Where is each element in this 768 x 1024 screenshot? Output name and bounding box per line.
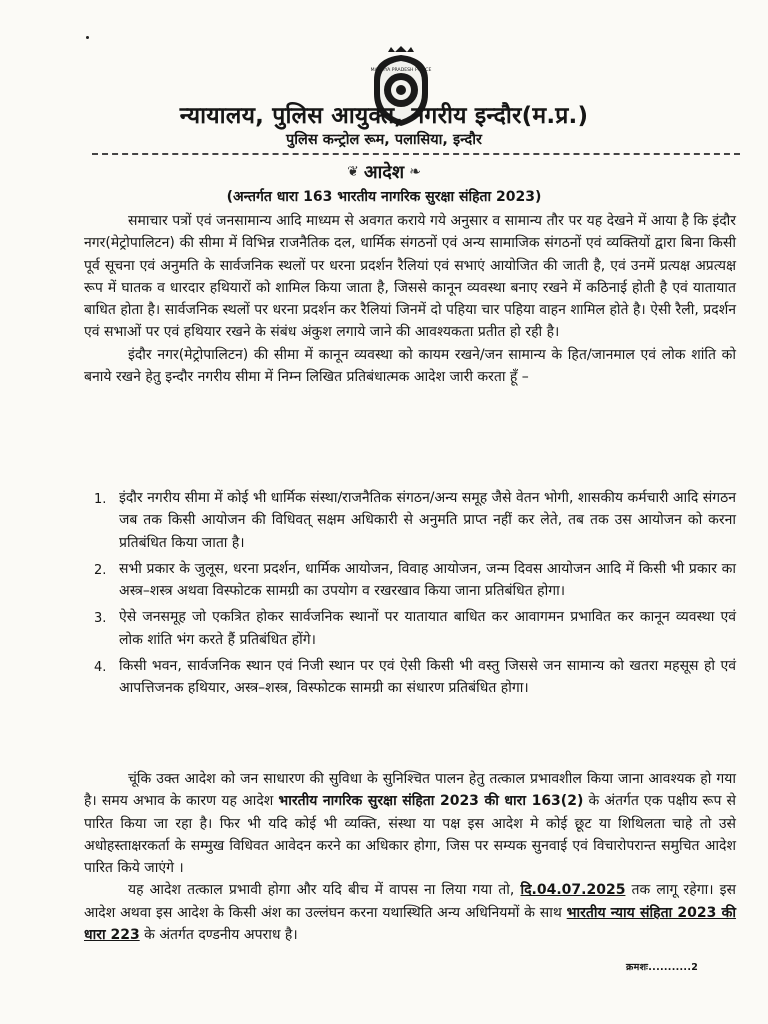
list-number: 2. [94, 562, 107, 578]
office-address: पुलिस कन्ट्रोल रूम, पलासिया, इन्दौर [286, 132, 482, 148]
penal-section: भारतीय न्याय संहिता 2023 की धारा 223 [84, 904, 737, 944]
continued-note: क्रमशः...........2 [626, 962, 699, 973]
list-item [94, 487, 736, 554]
speck [86, 36, 89, 39]
section-reference: भारतीय नागरिक सुरक्षा संहिता 2023 की धारा 163(2) [278, 793, 584, 810]
validity-date: दि.04.07.2025 [520, 882, 626, 899]
list-item [94, 606, 736, 651]
list-item [94, 558, 736, 603]
list-number: 1. [94, 492, 107, 507]
paragraph-1: समाचार पत्रों एवं जनसामान्य आदि माध्यम से अवगत कराये गये अनुसार व सामान्य तौर पर यह देखने में आया है कि इंदौर नगर(मेट्रोपालिटन) की सीमा में विभिन्न राजनैतिक दल, धार्मिक संगठनों एवं अन्य सामाजिक संगठनों एवं व्यक्तियों द्वारा बिना किसी पूर्व सूचना एवं अनुमति के सार्वजनिक स्थलों पर धरना प्रदर्शन रैलियां एवं सभाएं आयोजित की जाती है, एवं उनमें प्रत्यक्ष अप्रत्यक्ष रूप में घातक व धारदार हथियारों को शामिल किया जाता है, जिससे कानून व्यवस्था बनाए रखने में कठिनाई होती है एवं यातायात बाधित होता है। सार्वजनिक स्थलों पर धरना प्रदर्शन कर रैलियां जिनमें दो पहिया चार पहिया वाहन शामिल होते है। ऐसी रैली, प्रदर्शन एवं सभाओं पर एवं हथियार रखने के संबंध अंकुश लगाये जाने की आवश्यकता प्रतीत हो रही है। [84, 213, 736, 341]
list-text: ऐसे जनसमूह जो एकत्रित होकर सार्वजनिक स्थानों पर यातायात बाधित कर आवागमन प्रभावित कर कानून व्यवस्था एवं लोक शांति भंग करते हैं प्रतिबंधित होंगे। [119, 609, 736, 648]
list-number: 4. [94, 660, 107, 676]
closing-paragraphs [84, 768, 736, 946]
svg-text:MADHYA PRADESH POLICE: MADHYA PRADESH POLICE [370, 68, 432, 73]
order-title: आदेश [363, 162, 405, 183]
paragraph-4-text-end: के अंतर्गत दण्डनीय अपराध है। [139, 927, 298, 944]
list-text: इंदौर नगरीय सीमा में कोई भी धार्मिक संस्था/राजनैतिक संगठन/अन्य समूह जैसे वेतन भोगी, शासकीय कर्मचारी आदि संगठन जब तक किसी आयोजन की विधिवत् सक्षम अधिकारी से अनुमति प्राप्त नहीं कर लेते, तब तक उस आयोजन को करना प्रतिबंधित किया जाता है। [119, 490, 736, 551]
list-number: 3. [94, 611, 107, 627]
flourish-right-icon: ❧ [409, 164, 421, 180]
flourish-left-icon: ❦ [347, 164, 359, 180]
paragraph-3-text: चूंकि उक्त आदेश को जन साधारण की सुविधा के सुनिश्चित पालन हेतु तत्काल प्रभावशील किया जाना आवश्यक हो गया है। समय अभाव के कारण यह आदेश [84, 771, 736, 810]
order-heading [0, 160, 768, 184]
divider [92, 153, 740, 155]
paragraph-4 [84, 879, 736, 946]
paragraph-3 [84, 768, 736, 879]
paragraph-3-text-end: के अंतर्गत एक पक्षीय रूप से पारित किया जा रहा है। फिर भी यदि कोई भी व्यक्ति, संस्था या पक्ष इस आदेश मे कोई छूट या शिथिलता चाहे तो उसे अधोहस्ताक्षरकर्ता के सम्मुख विधिवत आवेदन करने का अधिकार होगा, जिस पर सम्यक सुनवाई एवं विचारोपरान्त समुचित आदेश पारित किये जाएंगे । [84, 793, 736, 877]
list-text: किसी भवन, सार्वजनिक स्थान एवं निजी स्थान पर एवं ऐसी किसी भी वस्तु जिससे जन सामान्य को खतरा महसूस हो एवं आपत्तिजनक हथियार, अस्त्र–शस्त्र, विस्फोटक सामग्री का संधारण प्रतिबंधित होगा। [119, 658, 736, 697]
order-subtitle: (अन्तर्गत धारा 163 भारतीय नागरिक सुरक्षा संहिता 2023) [226, 189, 542, 205]
paragraph-4-text-mid: तक लागू रहेगा। इस आदेश अथवा इस आदेश के किसी अंश का उल्लंघन करना यथास्थिति अन्य अधिनियमों के साथ [84, 882, 736, 921]
list-item [94, 655, 736, 700]
list-text: सभी प्रकार के जुलूस, धरना प्रदर्शन, धार्मिक आयोजन, विवाह आयोजन, जन्म दिवस आयोजन आदि में किसी भी प्रकार का अस्त्र–शस्त्र अथवा विस्फोटक सामग्री का उपयोग व रखरखाव किया जाना प्रतिबंधित होगा। [119, 560, 736, 600]
page-title: न्यायालय, पुलिस आयुक्त, नगरीय इन्दौर(म.प्र.) [179, 103, 589, 129]
restriction-list [94, 487, 736, 704]
intro-paragraphs [84, 210, 736, 388]
paragraph-4-text: यह आदेश तत्काल प्रभावी होगा और यदि बीच में वापस ना लिया गया तो, [128, 882, 521, 899]
paragraph-2: इंदौर नगर(मेट्रोपालिटन) की सीमा में कानून व्यवस्था को कायम रखने/जन सामान्य के हित/जानमाल एवं लोक शांति को बनाये रखने हेतु इन्दौर नगरीय सीमा में निम्न लिखित प्रतिबंधात्मक आदेश जारी करता हूँ – [84, 346, 736, 386]
